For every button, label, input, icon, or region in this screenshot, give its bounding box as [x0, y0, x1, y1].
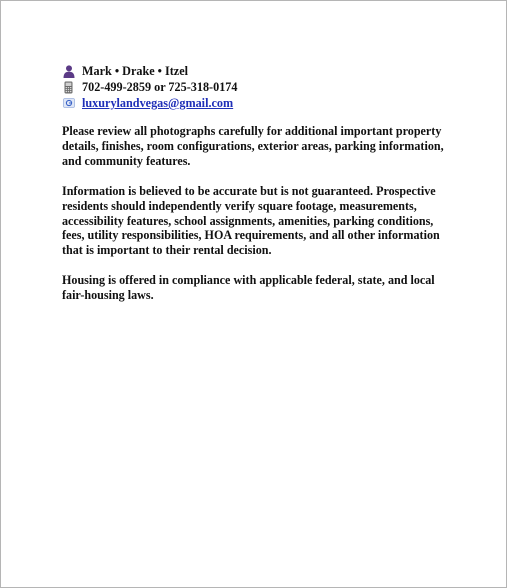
- person-icon: [62, 64, 75, 78]
- contact-names: Mark • Drake • Itzel: [82, 64, 189, 78]
- contact-email-line: [62, 95, 447, 111]
- contact-names-line: [62, 63, 447, 79]
- email-icon: [62, 96, 75, 110]
- fair-housing-paragraph: Housing is offered in compliance with applicable federal, state, and local fair-housing laws.: [62, 273, 435, 303]
- contact-phones-line: [62, 79, 447, 95]
- phone-icon: [62, 80, 75, 94]
- contact-phones: 702-499-2859 or 725-318-0174: [82, 80, 238, 94]
- email-link[interactable]: luxurylandvegas@gmail.com: [82, 96, 234, 110]
- accuracy-disclaimer-paragraph: Information is believed to be accurate but is not guaranteed. Prospective residents should independently verify square footage, measurements, accessibility features, school assignments, amenities, parking conditions, fees, utility responsibilities, HOA requirements, and all other information that is important to their rental decision.: [62, 183, 440, 258]
- document-content: [62, 63, 447, 303]
- photos-notice-paragraph: Please review all photographs carefully for additional important property details, finishes, room configurations, exterior areas, parking information, and community features.: [62, 124, 444, 168]
